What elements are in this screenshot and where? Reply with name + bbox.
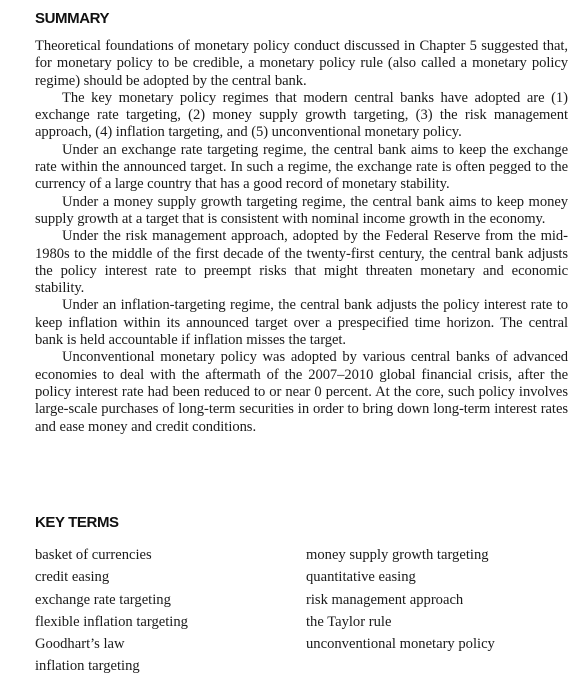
key-term: inflation targeting bbox=[35, 658, 140, 675]
summary-paragraph: Under a money supply growth targeting regime, the central bank aims to keep money supply growth at a target that is consistent with nominal income growth in the economy. bbox=[35, 193, 568, 227]
key-term: credit easing bbox=[35, 569, 110, 586]
key-terms-heading: KEY TERMS bbox=[35, 514, 119, 531]
key-term: the Taylor rule bbox=[306, 613, 392, 630]
summary-paragraph: Theoretical foundations of monetary policy conduct discussed in Chapter 5 suggested that, for monetary policy to be credible, a monetary policy rule (also called a monetary policy regime) should be adopted by the central bank. bbox=[35, 38, 568, 89]
summary-paragraph: Under an inflation-targeting regime, the central bank adjusts the policy interest rate to keep inflation within its announced target over a prespecified time horizon. The central bank is held accountable if inflation misses the target. bbox=[35, 297, 568, 349]
key-term: money supply growth targeting bbox=[306, 547, 489, 563]
key-term: Goodhart’s law bbox=[35, 636, 125, 653]
summary-heading: SUMMARY bbox=[35, 10, 110, 27]
key-term: unconventional monetary policy bbox=[306, 636, 495, 653]
key-term: exchange rate targeting bbox=[35, 591, 171, 608]
summary-paragraph: Under an exchange rate targeting regime, the central bank aims to keep the exchange rate within the announced target. In such a regime, the exchange rate is often pegged to the currency of a large country that has a good record of monetary stability. bbox=[35, 141, 568, 193]
key-term: quantitative easing bbox=[306, 569, 416, 586]
summary-paragraph: The key monetary policy regimes that modern central banks have adopted are (1) exchange rate targeting, (2) money supply growth targeting, (3) the risk management approach, (4) inflation targeting, and (5) unconventional monetary policy. bbox=[35, 89, 568, 141]
summary-paragraph: Under the risk management approach, adopted by the Federal Reserve from the mid-1980s to the middle of the first decade of the twenty-first century, the central bank adjusts the policy interest rate to preempt risks that might threaten monetary and economic stability. bbox=[35, 228, 568, 297]
summary-body bbox=[35, 38, 568, 436]
key-term: flexible inflation targeting bbox=[35, 613, 188, 630]
key-term: risk management approach bbox=[306, 591, 464, 608]
summary-paragraph: Unconventional monetary policy was adopted by various central banks of advanced economies to deal with the aftermath of the 2007–2010 global financial crisis, after the policy interest rate had been reduced to or near 0 percent. At the core, such policy involves large-scale purchases of long-term securities in order to bring down long-term interest rates and ease money and credit conditions. bbox=[35, 349, 568, 435]
key-terms-left-column bbox=[35, 544, 275, 678]
key-term: basket of currencies bbox=[35, 547, 152, 563]
key-terms-right-column bbox=[306, 544, 566, 653]
